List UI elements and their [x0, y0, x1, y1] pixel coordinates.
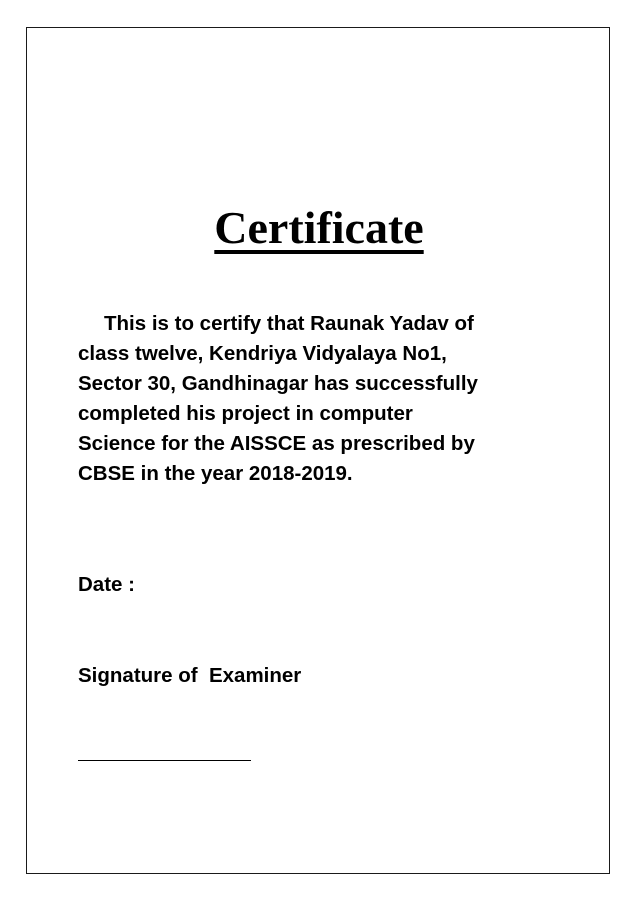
body-line: Science for the AISSCE as prescribed by: [78, 432, 475, 455]
body-line: Sector 30, Gandhinagar has successfully: [78, 372, 478, 395]
body-line: CBSE in the year 2018-2019.: [78, 462, 353, 485]
date-label: Date :: [78, 573, 135, 596]
body-line: This is to certify that Raunak Yadav of: [104, 312, 474, 335]
body-line: class twelve, Kendriya Vidyalaya No1,: [78, 342, 447, 365]
signature-line: [78, 760, 251, 761]
body-line: completed his project in computer: [78, 402, 413, 425]
certificate-body: [78, 309, 578, 489]
signature-label: Signature of Examiner: [78, 664, 302, 687]
certificate-title: Certificate: [214, 202, 424, 253]
